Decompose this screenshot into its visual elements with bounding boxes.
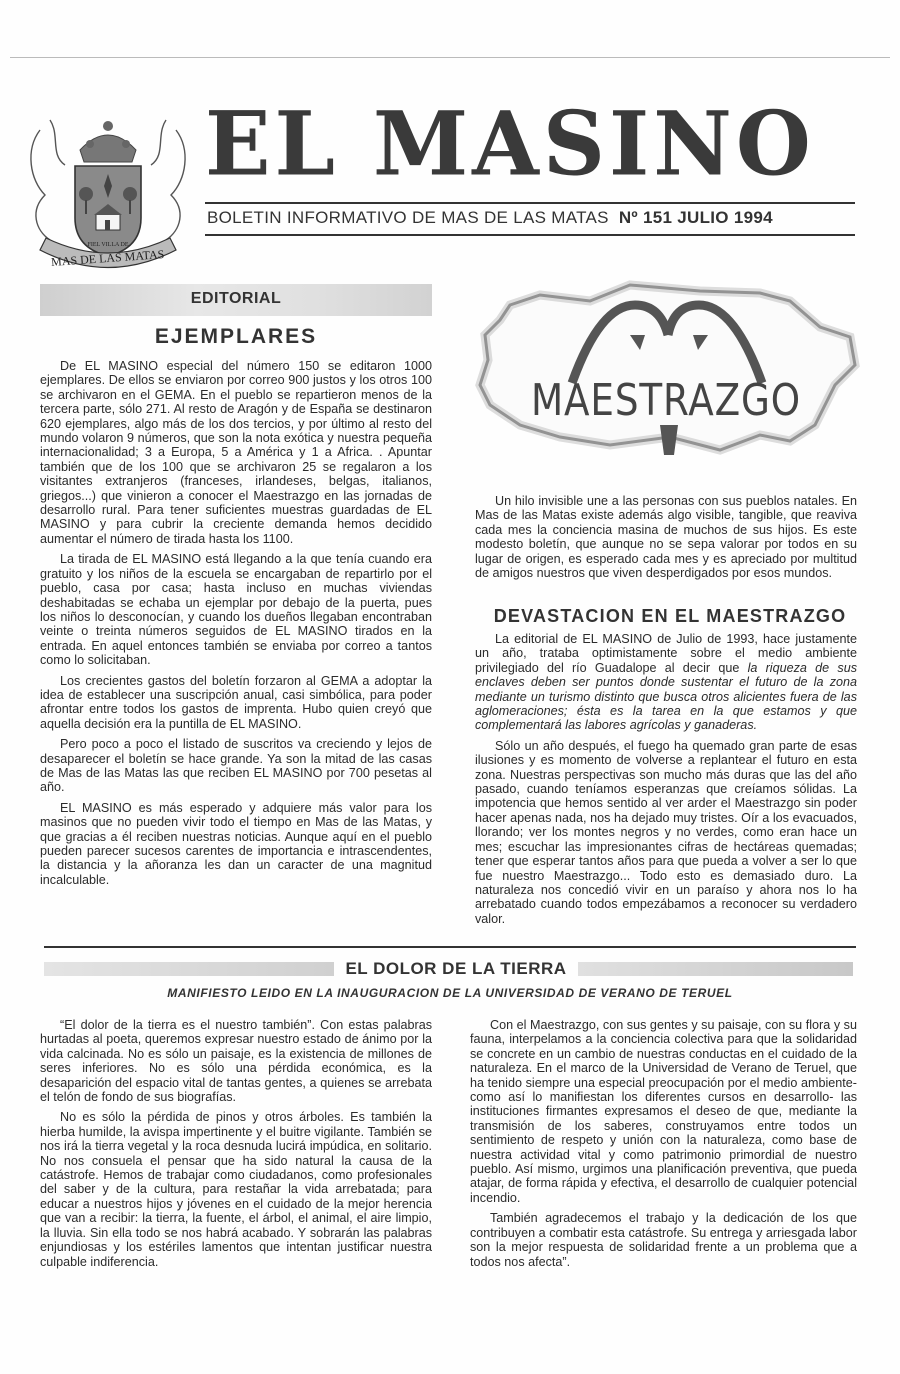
section-label-editorial: EDITORIAL	[190, 290, 282, 307]
paragraph: También agradecemos el trabajo y la dedicación de los que contribuyen a combatir esta catástrofe. Su entrega y arriesgada labor son la mejor respuesta de solidaridad frente a un problema que a todos nos afecta”.	[470, 1211, 857, 1269]
editorial-continuation	[475, 494, 857, 580]
headline-dolor: EL DOLOR DE LA TIERRA	[345, 959, 567, 978]
subheadline-dolor: MANIFIESTO LEIDO EN LA INAUGURACION DE LA UNIVERSIDAD DE VERANO DE TERUEL	[167, 986, 733, 1000]
editorial-body	[40, 359, 432, 887]
maestrazgo-logo-text: MAESTRAZGO	[531, 375, 801, 426]
masthead-title: EL MASINO	[205, 92, 815, 196]
devastacion-body	[475, 632, 857, 926]
subtitle-text: BOLETIN INFORMATIVO DE MAS DE LAS MATAS	[207, 208, 609, 227]
paragraph: Un hilo invisible une a las personas con sus pueblos natales. En Mas de las Matas existe además algo visible, tangible, que reaviva cada mes la conciencia masina de muchos de sus hijos. Es este modesto boletín, que aunque no se sepa valorar por todos en su lugar de origen, es esperado cada mes y es apreciado por multitud de amigos nuestros que viven desperdigados por esos mundos.	[475, 494, 857, 581]
paragraph: Sólo un año después, el fuego ha quemado gran parte de esas ilusiones y es momento de volverse a replantear el futuro en esta zona. Nuestras perspectivas son mucho más duras que las del año pasado, cuando teníamos esperanzas que creíamos sólidas. La impotencia que hemos sentido al ver arder el Maestrazgo sin poder hacer apenas nada, nos ha dejado muy tristes. Oír a los evacuados, llorando; ver los montes negros y no verdes, como eran hace un mes; escuchar las impresionantes cifras de hectáreas quemadas; tener que esperar tantos años para que pueda a volver a ser lo que fue nuestro Maestrazgo... Todo esto es demasiado duro. La naturaleza nos concedió vivir en un paraíso y ahora nos lo ha arrebatado cuando todos empezábamos a reconocer su verdadero valor.	[475, 738, 857, 926]
headline-ejemplares: EJEMPLARES	[154, 325, 318, 348]
maestrazgo-logo-image	[470, 265, 870, 465]
paragraph: De EL MASINO especial del número 150 se editaron 1000 ejemplares. De ellos se enviaron por correo 900 justos y los otros 100 se archivaron en el GEMA. En el pueblo se repartieron menos de la tercera parte, sólo 271. Al resto de Aragón y de España se destinaron 620 ejemplares, algo más de los dos tercios, y por último al resto del mundo volaron 9 números, que son la nota exótica y nuestra pequeña internacionalidad; 3 a Europa, 5 a América y 1 a Africa. . Apuntar también que de los 100 que se archivaron 25 se regalaron a los visitantes extranjeros (franceses, irlandeses, belgas, italianos, griegos...) que vinieron a conocer el Maestrazgo en las jornadas de desarrollo rural. Para tener suficientes muestras guardadas de EL MASINO y para cubrir la creciente demanda hemos decidido aumentar el número de tirada hasta los 1100.	[40, 359, 432, 546]
masthead-rule-bottom	[205, 234, 855, 236]
dolor-body-left	[40, 1018, 432, 1269]
masthead-subtitle	[207, 208, 773, 228]
top-rule	[10, 57, 890, 58]
paragraph: EL MASINO es más esperado y adquiere más valor para los masinos que no pueden vivir todo el tiempo en Mas de las Matas, y que gracias a él reciben nuestras noticias. Aunque aquí en el pueblo pueden parecer sucesos carentes de importancia e intrascendentes, la distancia y la añoranza les dan un caracter de una magnitud incalculable.	[40, 800, 432, 887]
paragraph-intro: La editorial de EL MASINO de Julio de 1993, hace justamente un año, trataba optimistamente sobre el medio ambiente privilegiado del río Guadalope al decir que	[475, 632, 857, 675]
paragraph: “El dolor de la tierra es el nuestro también”. Con estas palabras hurtadas al poeta, queremos expresar nuestro estado de ánimo por la vida calcinada. No es sólo un paisaje, es la existencia de millones de seres inferiores. No es sólo una pérdida económica, es la desaparición del espacio vital de tantas gentes, a quienes se arrebata el telón de fondo de sus biografías.	[40, 1018, 432, 1105]
issue-number: Nº 151	[618, 208, 673, 227]
svg-text:MAS DE LAS MATAS: MAS DE LAS MATAS	[50, 247, 165, 269]
issue-date: JULIO 1994	[677, 208, 773, 227]
paragraph: Con el Maestrazgo, con sus gentes y su paisaje, con su flora y su fauna, interpelamos a la conciencia colectiva para que la solidaridad se concrete en un cambio de nuestras conductas en el cuidado de la naturaleza. En el marco de la Universidad de Verano de Teruel, que ha tenido siempre una especial preocupación por el medio ambiente- como así lo manifiestan los diferentes cursos en desarrollo- las instituciones firmantes expresamos el deseo de que, mediante la transmisión de los saberes, construyamos entre todos un sentimiento de respeto y unión con la naturaleza, como base de nuestra actividad vital y como patrimonio primordial de nuestro pueblo. Así mismo, urgimos una planificación preventiva, que pueda atajar, de forma rápida y efectiva, el desarrollo de cualquier potencial incendio.	[470, 1018, 857, 1205]
headline-devastacion: DEVASTACION EN EL MAESTRAZGO	[493, 606, 847, 626]
paragraph: No es sólo la pérdida de pinos y otros árboles. Es también la hierba humilde, la avispa impertinente y el buitre vigilante. También se nos irá la tierra vegetal y la roca desnuda lucirá impúdica, en solitario. No nos consuela el pensar que ha sido natural la causa de la catástrofe. Hemos de trabajar como ciudadanos, como profesionales del saber y de la cultura, para restañar la vida arrebatada; para educar a nuestros hijos y jóvenes en el cuidado de la mejor herencia que van a recibir: la tierra, la fuente, el árbol, el animal, el aire limpio, la lluvia. Sin ella todo se nos habrá acabado. Y sobrarán las palabras enjundiosas y los estériles lamentos que intentan justificar nuestra culpable indiferencia.	[40, 1110, 432, 1269]
masthead-rule-top	[205, 202, 855, 204]
dolor-body-right	[470, 1018, 857, 1269]
svg-text:FIEL VILLA DE: FIEL VILLA DE	[87, 242, 129, 248]
paragraph: La tirada de EL MASINO está llegando a la que tenía cuando era gratuito y los niños de la escuela se encargaban de repartirlo por el pueblo, casa por casa; hasta incluso en muchas viviendas deshabitadas se echaba un ejemplar por debajo de la puerta, pues los niños lo desconocían, y cuando los dueños llegaban encontraban veinte o treinta números seguidos de EL MASINO tirados en la entrada. En aquel entonces también se enviaba por correo a tantos como lo solicitaban.	[40, 552, 432, 668]
paragraph: Pero poco a poco el listado de suscritos va creciendo y lejos de desaparecer el boletín se hace grande. Ya son la mitad de las casas de Mas de las Matas las que reciben EL MASINO por 700 pesetas al año.	[40, 737, 432, 795]
banner-bar-left	[44, 962, 334, 976]
paragraph	[475, 632, 857, 733]
quoted-editorial: la riqueza de sus enclaves deben ser puntos donde sustentar el futuro de la zona mediante un turismo distinto que busca otros alicientes fuera de las aglomeraciones; ésta es la tarea en la que estamos y que complementará las labores agrícolas y ganaderas.	[475, 660, 857, 733]
coat-of-arms-logo	[20, 100, 196, 278]
section-divider	[44, 946, 856, 948]
banner-bar-right	[578, 962, 853, 976]
paragraph: Los crecientes gastos del boletín forzaron al GEMA a adoptar la idea de establecer una suscripción anual, casi simbólica, para poder afrontar entre todos los gastos de imprenta. Hubo quien creyó que aquella decisión era la puntilla de EL MASINO.	[40, 673, 432, 731]
